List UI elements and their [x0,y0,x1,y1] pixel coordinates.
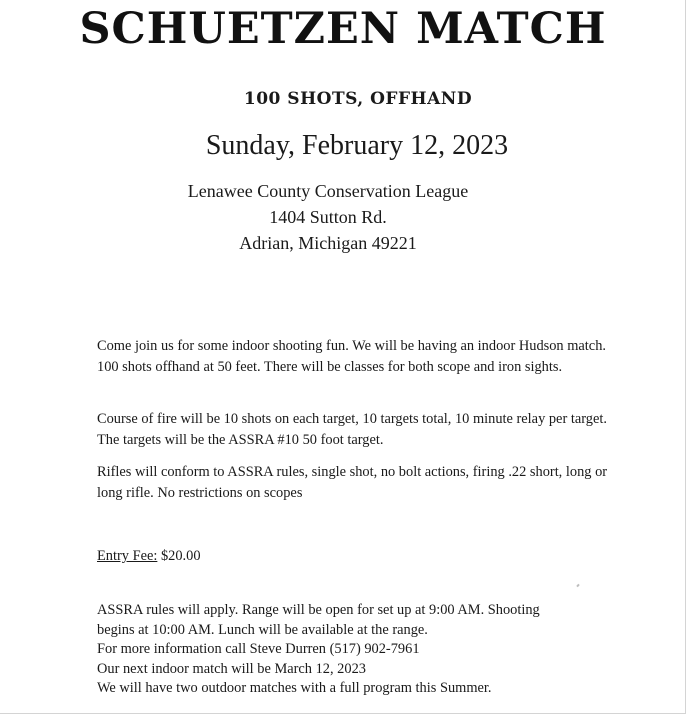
location-city: Adrian, Michigan 49221 [239,233,417,253]
flyer-title: SCHUETZEN MATCH [79,4,607,54]
event-date: Sunday, February 12, 2023 [205,130,509,161]
entry-fee-amount: $20.00 [160,548,201,564]
closing-line: We will have two outdoor matches with a full program this Summer. [97,680,492,697]
closing-line: begins at 10:00 AM. Lunch will be available at the range. [97,621,428,638]
scan-speck [576,584,579,588]
closing-line: For more information call Steve Durren (517) 902-7961 [97,641,420,658]
location-name: Lenawee County Conservation League [187,181,469,201]
closing-line: Our next indoor match will be March 12, 2023 [97,660,366,677]
flyer-subtitle: 100 SHOTS, OFFHAND [243,89,473,109]
location-street: 1404 Sutton Rd. [269,207,387,227]
rifle-rules-paragraph: Rifles will conform to ASSRA rules, single shot, no bolt actions, firing .22 short, long or long rifle. No restrictions on scopes [97,464,608,501]
closing-notes [97,601,637,699]
entry-fee-label: Entry Fee: [97,548,158,564]
event-location [0,178,656,256]
intro-paragraph: Come join us for some indoor shooting fun. We will be having an indoor Hudson match. 100 shots offhand at 50 feet. There will be classes for both scope and iron sights. [97,338,606,375]
entry-fee [97,548,201,565]
course-of-fire-paragraph: Course of fire will be 10 shots on each target, 10 targets total, 10 minute relay per target. The targets will be the ASSRA #10 50 foot target. [97,411,607,448]
closing-line: ASSRA rules will apply. Range will be open for set up at 9:00 AM. Shooting [97,602,540,618]
